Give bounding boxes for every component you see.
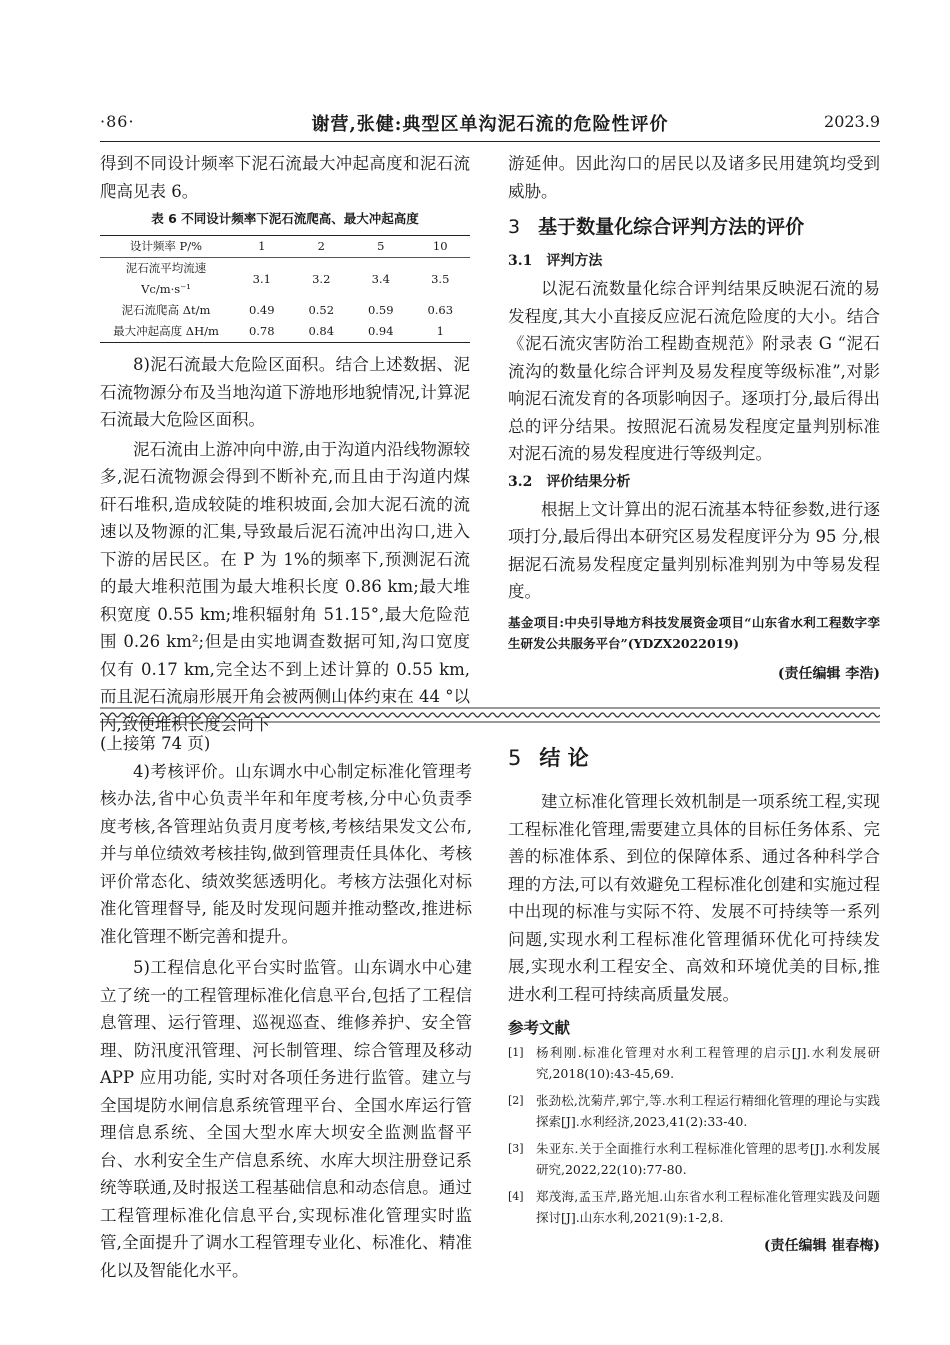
table-6	[100, 235, 470, 343]
table-cell: 3.4	[371, 271, 390, 286]
table-cell: 3.5	[431, 271, 450, 286]
table-header-row	[100, 236, 470, 258]
continuation-note: (上接第 74 页)	[100, 734, 211, 753]
reference-item	[508, 1186, 880, 1228]
running-header	[100, 112, 880, 140]
table-cell: 0.52	[308, 303, 335, 317]
table-intro: 得到不同设计频率下泥石流最大冲起高度和泥石流爬高见表 6。	[100, 154, 470, 201]
body-paragraph: 以泥石流数量化综合评判结果反映泥石流的易发程度,其大小直接反应泥石流危险度的大小。结合《泥石流灾害防治工程勘查规范》附录表 G “泥石流沟的数量化综合评判及易发程度等级标准”,对影响泥石流发育的各项影响因子。逐项打分,最后得出总的评分结果。按照泥石流易发程度定量判别标准对泥石流的易发程度进行等级判定。	[508, 279, 880, 463]
body-paragraph: 游延伸。因此沟口的居民以及诸多民用建筑均受到威胁。	[508, 154, 880, 201]
references-title: 参考文献	[508, 1019, 571, 1037]
reference-item	[508, 1138, 880, 1180]
table-header-cell: 10	[432, 239, 448, 253]
responsible-editor: (责任编辑 李浩)	[777, 665, 880, 682]
section-title: 结 论	[539, 746, 589, 770]
table-cell: 泥石流爬高 Δt/m	[121, 303, 211, 317]
page-number: ·86·	[100, 112, 135, 131]
reference-item	[508, 1090, 880, 1132]
subsection-title: 评判方法	[546, 253, 603, 269]
top-left-column	[100, 150, 470, 738]
section-title: 基于数量化综合评判方法的评价	[538, 216, 805, 238]
header-rule	[100, 141, 880, 142]
table-row	[100, 258, 470, 301]
subsection-number: 3.2	[508, 473, 533, 490]
table-cell: 0.63	[427, 303, 454, 317]
reference-number: [3]	[508, 1142, 524, 1155]
body-paragraph: 4)考核评价。山东调水中心制定标准化管理考核办法,省中心负责半年和年度考核,分中心负责季度考核,各管理站负责月度考核,考核结果发文公布,并与单位绩效考核挂钩,做到管理责任具体化、考核评价常态化、绩效奖惩透明化。考核方法强化对标准化管理督导, 能及时发现问题并推动整改,推进标准化管理不断完善和提升。	[100, 761, 472, 946]
issue-date: 2023.9	[824, 112, 880, 131]
table-cell: 0.59	[367, 303, 394, 317]
reference-number: [4]	[508, 1190, 524, 1203]
table-cell: 1	[436, 324, 444, 338]
body-paragraph: 根据上文计算出的泥石流基本特征参数,进行逐项打分,最后得出本研究区易发程度评分为 95 分,根据泥石流易发程度定量判别标准判别为中等易发程度。	[508, 499, 880, 601]
table-caption: 表 6 不同设计频率下泥石流爬高、最大冲起高度	[151, 211, 419, 226]
table-cell: 0.84	[308, 324, 335, 338]
table-cell: 3.1	[252, 271, 271, 286]
table-cell: 泥石流平均流速 Vc/m·s⁻¹	[125, 261, 207, 296]
reference-number: [2]	[508, 1094, 524, 1107]
table-cell: 0.78	[248, 324, 275, 338]
reference-text: 郑茂海,孟玉芹,路光旭.山东省水利工程标准化管理实践及问题探讨[J].山东水利,2021(9):1-2,8.	[536, 1189, 880, 1225]
table-header-cell: 设计频率 P/%	[129, 239, 203, 253]
section-3-1-heading	[508, 249, 880, 273]
responsible-editor: (责任编辑 崔春梅)	[763, 1238, 880, 1254]
reference-item	[508, 1042, 880, 1084]
table-header-cell: 5	[377, 239, 385, 253]
wavy-separator	[100, 705, 880, 725]
subsection-number: 3.1	[508, 253, 533, 269]
bottom-left-column	[100, 730, 472, 1284]
reference-number: [1]	[508, 1046, 524, 1059]
section-number: 5	[508, 746, 522, 770]
table-header-cell: 1	[258, 239, 266, 253]
reference-text: 张劲松,沈菊芹,郭宁,等.水利工程运行精细化管理的理论与实践探索[J].水利经济,2023,41(2):33-40.	[536, 1093, 880, 1129]
table-cell: 0.49	[248, 303, 275, 317]
subsection-title: 评价结果分析	[546, 473, 631, 490]
bottom-right-column	[508, 738, 880, 1258]
running-title: 谢营,张健:典型区单沟泥石流的危险性评价	[311, 114, 669, 135]
table-cell: 3.2	[312, 271, 331, 286]
section-number: 3	[508, 216, 521, 238]
reference-text: 杨利刚.标准化管理对水利工程管理的启示[J].水利发展研究,2018(10):43-45,69.	[536, 1045, 880, 1081]
section-3-heading	[508, 211, 880, 243]
body-paragraph: 8)泥石流最大危险区面积。结合上述数据、泥石流物源分布及当地沟道下游地形地貌情况,计算泥石流最大危险区面积。	[100, 355, 470, 429]
body-paragraph: 泥石流由上游冲向中游,由于沟道内沿线物源较多,泥石流物源会得到不断补充,而且由于沟道内煤矸石堆积,造成较陡的堆积坡面,会加大泥石流的流速以及物源的汇集,导致最后泥石流冲出沟口,进入下游的居民区。在 P 为 1%的频率下,预测泥石流的最大堆积范围为最大堆积长度 0.86 km;最大堆积宽度 0.55 km;堆积辐射角 51.15°,最大危险范围 0.26 km²;但是由实地调查数据可知,沟口宽度仅有 0.17 km,完全达不到上述计算的 0.55 km, 而且泥石流扇形展开角会被两侧山体约束在 44 °以内,致使堆积长度会向下	[100, 439, 470, 734]
body-paragraph: 建立标准化管理长效机制是一项系统工程,实现工程标准化管理,需要建立具体的目标任务体系、完善的标准体系、到位的保障体系、通过各种科学合理的方法,可以有效避免工程标准化创建和实施过程中出现的标准与实际不符、发展不可持续等一系列问题,实现水利工程标准化管理循环优化可持续发展,实现水利工程安全、高效和环境优美的目标,推进水利工程可持续高质量发展。	[508, 792, 880, 1004]
table-cell: 0.94	[367, 324, 394, 338]
section-5-heading	[508, 742, 880, 774]
section-3-2-heading	[508, 470, 880, 494]
reference-text: 朱亚东.关于全面推行水利工程标准化管理的思考[J].水利发展研究,2022,22(10):77-80.	[536, 1141, 880, 1177]
funding-note: 基金项目:中央引导地方科技发展资金项目“山东省水利工程数字孪生研发公共服务平台”(YDZX2022019)	[508, 614, 880, 651]
references-list	[508, 1042, 880, 1228]
table-row	[100, 300, 470, 321]
body-paragraph: 5)工程信息化平台实时监管。山东调水中心建立了统一的工程管理标准化信息平台,包括了工程信息管理、运行管理、巡视巡查、维修养护、安全管理、防汛度汛管理、河长制管理、综合管理及移动 APP 应用功能, 实时对各项任务进行监管。建立与全国堤防水闸信息系统管理平台、全国水库运行管理信息系统、全国大型水库大坝安全监测监督平台、水利安全生产信息系统、水库大坝注册登记系统等联通,及时报送工程基础信息和动态信息。通过工程管理标准化信息平台,实现标准化管理实时监管,全面提升了调水工程管理专业化、标准化、精准化以及智能化水平。	[100, 958, 472, 1280]
table-header-cell: 2	[317, 239, 325, 253]
top-right-column	[508, 150, 880, 686]
table-cell: 最大冲起高度 ΔH/m	[113, 324, 219, 338]
table-row	[100, 321, 470, 343]
